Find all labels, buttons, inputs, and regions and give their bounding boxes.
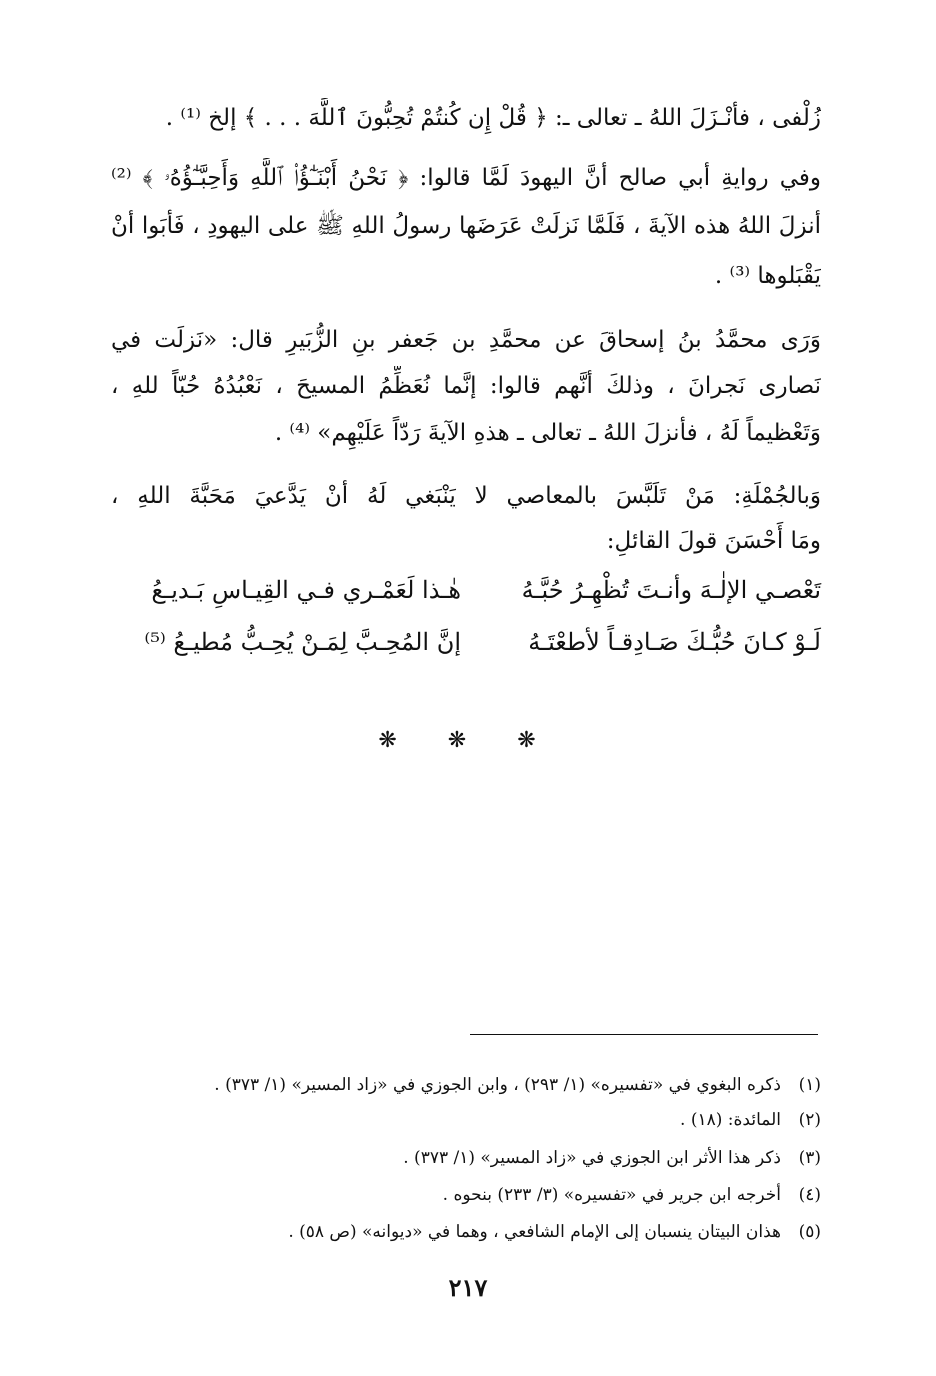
text-line-2: وفي روايةِ أبي صالح أنَّ اليهودَ لَمَّا قالوا: ﴿ نَحْنُ أَبْنَـٰٓؤُا۟ ٱللَّهِ وَأَحِبَّـٰٓؤُهُۥ ﴾ ⁽²⁾ [111, 165, 821, 191]
footnote-number: (٢) [798, 1110, 821, 1130]
text-line-5: وَرَى محمَّدُ بنُ إسحاقَ عن محمَّدِ بن جَعفر بنِ الزُّبَيرِ قال: «نَزلَت في [111, 327, 821, 353]
verse-1-first-hemistich: تَعْصـي الإلٰـهَ وأنـتَ تُظْهِـرُ حُبَّـهُ [521, 576, 821, 604]
verse-1-second-hemistich: هٰـذا لَعَمْـري فـي القِيـاسِ بَـديـعُ [151, 576, 461, 604]
section-separator: ❋ ❋ ❋ [378, 728, 558, 753]
footnote-text: أخرجه ابن جرير في «تفسيره» (٣/ ٢٣٣) بنحوه . [442, 1185, 781, 1205]
text-line-8: وَبالجُمْلَةِ: مَنْ تَلَبَّسَ بالمعاصي لا يَنْبَغي لَهُ أنْ يَدَّعيَ مَحَبَّةَ اللهِ ، [111, 483, 821, 509]
text-line-1: زُلْفى ، فأنْـزَلَ اللهُ ـ تعالى ـ: ﴿ قُلْ إِن كُنتُمْ تُحِبُّونَ ٱللَّهَ . . . ﴾ إلخ ⁽¹⁾ . [165, 105, 821, 131]
text-line-3: أنزلَ اللهُ هذه الآيةَ ، فَلَمَّا نَزلَتْ عَرَضَها رسولُ اللهِ ﷺ على اليهودِ ، فَأبَوا أنْ [111, 213, 821, 239]
text-line-4: يَقْبَلوها ⁽³⁾ . [714, 263, 821, 289]
footnote-number: (٤) [798, 1185, 821, 1205]
footnote-text: المائدة: (١٨) . [680, 1110, 781, 1130]
page-number: ٢١٧ [448, 1273, 488, 1302]
verse-2-first-hemistich: لَـوْ كـانَ حُبُّـكَ صَـادِقـاً لأطعْتَـهُ [528, 628, 821, 656]
footnote-divider [470, 1034, 818, 1035]
verse-2-second-hemistich: إنَّ المُحِـبَّ لِمَـنْ يُحِـبُّ مُطيـعُ ⁽⁵⁾ [144, 628, 461, 656]
text-line-7: وَتَعْظيماً لَهُ ، فأنزلَ اللهُ ـ تعالى ـ هذهِ الآيةَ رَدّاً عَلَيْهِم» ⁽⁴⁾ . [274, 420, 821, 446]
footnote-5 [101, 1217, 821, 1247]
footnote-1 [101, 1070, 821, 1100]
footnote-text: ذكر هذا الأثر ابن الجوزي في «زاد المسير» (١/ ٣٧٣) . [403, 1148, 781, 1168]
footnote-2 [101, 1105, 821, 1135]
footnote-number: (٣) [798, 1148, 821, 1168]
text-line-9: ومَا أَحْسَنَ قولَ القائلِ: [606, 528, 821, 554]
footnote-4 [101, 1180, 821, 1210]
footnote-3 [101, 1143, 821, 1173]
text-line-6: نَصارى نَجرانَ ، وذلكَ أنَّهم قالوا: إنَّما نُعَظِّمُ المسيحَ ، نَعْبُدُهُ حُبّاً للهِ ، [111, 373, 821, 399]
footnote-text: ذكره البغوي في «تفسيره» (١/ ٢٩٣) ، وابن الجوزي في «زاد المسير» (١/ ٣٧٣) . [214, 1075, 781, 1095]
footnote-number: (٥) [798, 1222, 821, 1242]
footnote-number: (١) [798, 1075, 821, 1095]
footnote-text: هذان البيتان ينسبان إلى الإمام الشافعي ، وهما في «ديوانه» (ص ٥٨) . [288, 1222, 781, 1242]
